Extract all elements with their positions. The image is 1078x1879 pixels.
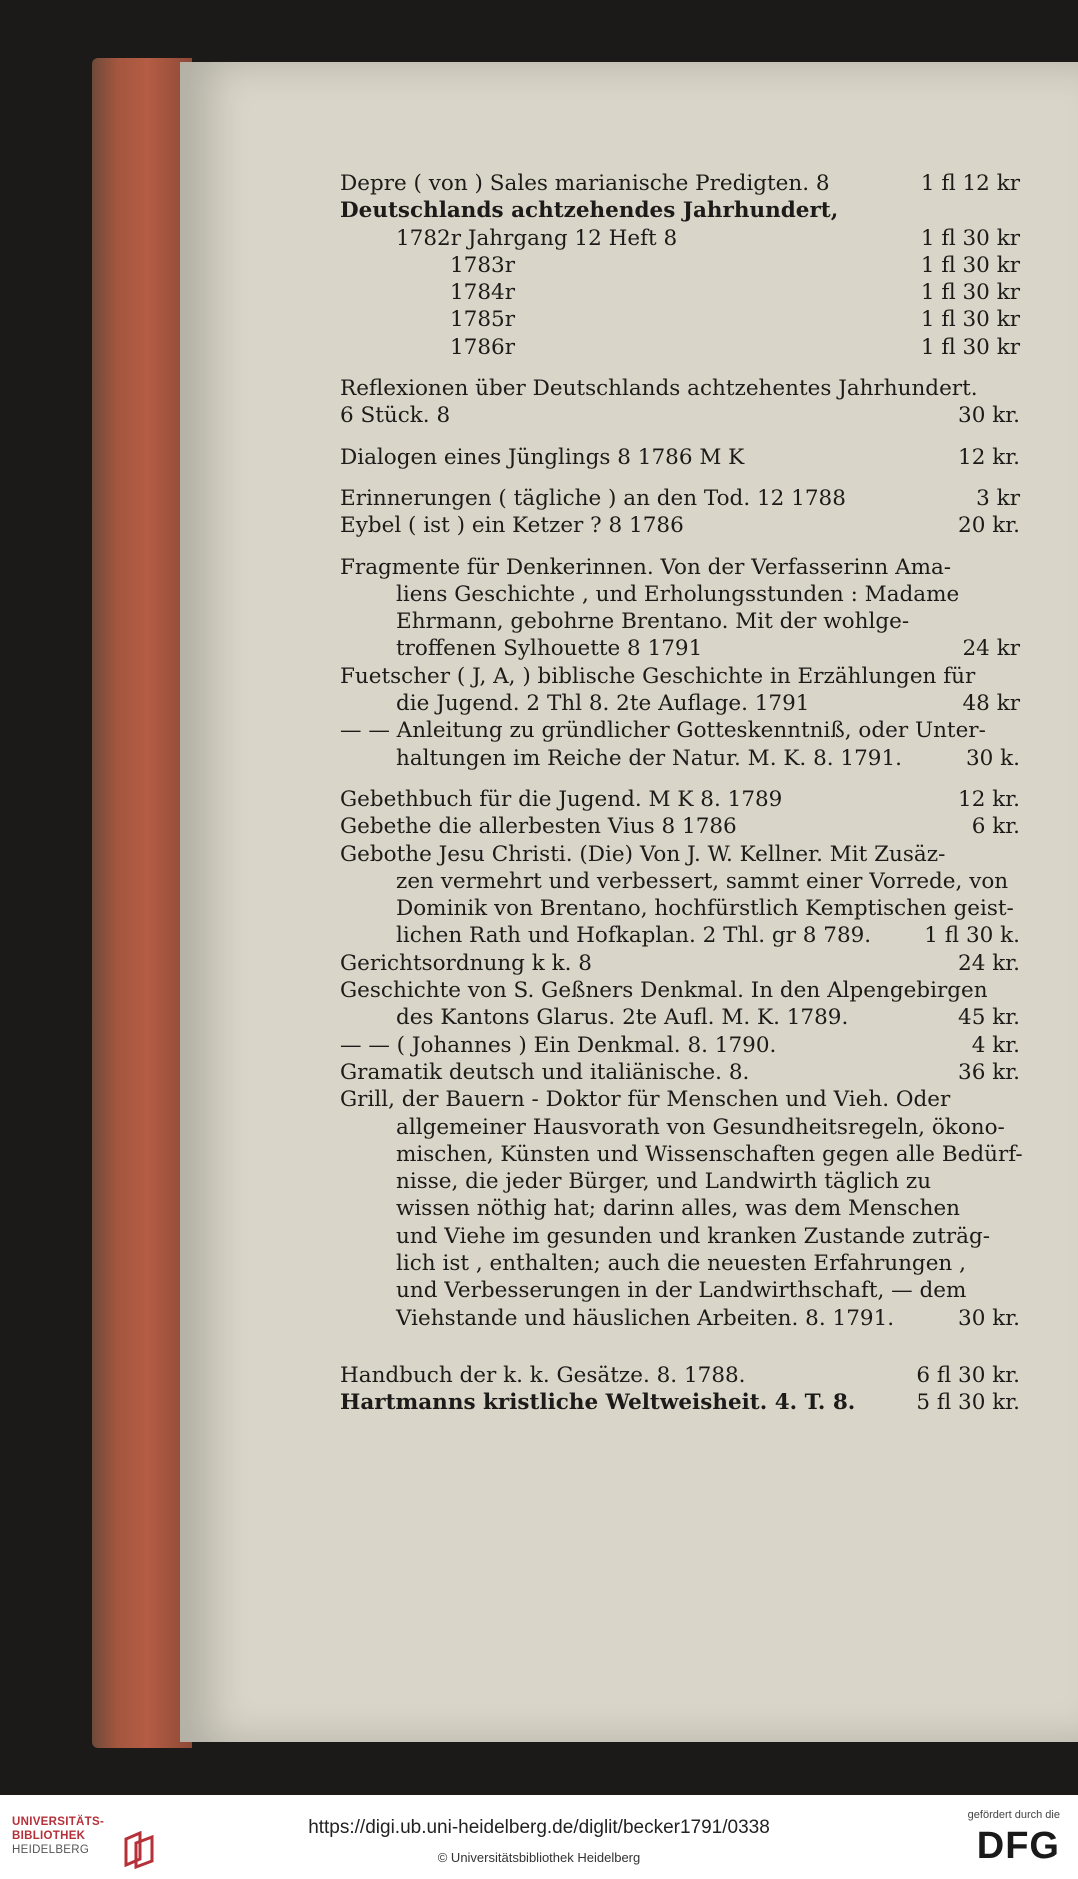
entry-price: 12 kr. [958, 444, 1020, 470]
catalog-entry-line [340, 922, 1020, 949]
catalog-entry-line [340, 252, 1020, 279]
entry-price: 24 kr [962, 636, 1020, 662]
page-url-link[interactable]: https://digi.ub.uni-heidelberg.de/diglit/becker1791/0338 [308, 1817, 770, 1838]
catalog-entry-line [340, 1032, 1020, 1059]
entry-price: 30 kr. [958, 1305, 1020, 1331]
catalog-entry-line [340, 745, 1020, 772]
catalog-entry-line [340, 868, 1020, 895]
logo-line-1: UNIVERSITÄTS- [12, 1816, 105, 1828]
entry-text: zen vermehrt und verbessert, sammt einer Vorrede, von [396, 868, 1009, 894]
entry-text: nisse, die jeder Bürger, und Landwirth täglich zu [396, 1169, 932, 1195]
entry-price: 36 kr. [958, 1059, 1020, 1085]
catalog-text [340, 170, 1023, 1416]
entry-text: mischen, Künsten und Wissenschaften gegen alle Bedürf- [396, 1141, 1023, 1167]
entry-text: — — ( Johannes ) Ein Denkmal. 8. 1790. [340, 1032, 777, 1058]
funding-note: gefördert durch die [967, 1809, 1060, 1821]
entry-text: lichen Rath und Hofkaplan. 2 Thl. gr 8 789. [396, 923, 872, 949]
entry-price: 1 fl 30 kr [920, 252, 1020, 278]
entry-text: Erinnerungen ( tägliche ) an den Tod. 12 1788 [340, 485, 846, 511]
entry-text: Gebothe Jesu Christi. (Die) Von J. W. Kellner. Mit Zusäz- [340, 841, 946, 867]
entry-text: Gramatik deutsch und italiänische. 8. [340, 1059, 750, 1085]
entry-text: Viehstande und häuslichen Arbeiten. 8. 1791. [396, 1305, 895, 1331]
catalog-entry-line [340, 485, 1020, 512]
entry-price: 30 kr. [958, 403, 1020, 429]
catalog-entry-line [340, 690, 1020, 717]
entry-text: 1786r [450, 334, 515, 360]
catalog-entry-line [340, 402, 1020, 429]
entry-text: Gebethbuch für die Jugend. M K 8. 1789 [340, 786, 783, 812]
dfg-logo: DFG [976, 1825, 1060, 1867]
entry-gap [340, 430, 1020, 444]
entry-price: 1 fl 30 kr [920, 334, 1020, 360]
catalog-entry-line [340, 635, 1020, 662]
entry-text: Deutschlands achtzehendes Jahrhundert, [340, 198, 839, 224]
entry-gap [340, 1332, 1020, 1362]
catalog-entry-line [340, 512, 1020, 539]
entry-text: 1784r [450, 280, 515, 306]
catalog-entry-line [340, 786, 1020, 813]
catalog-entry-line [340, 895, 1020, 922]
catalog-entry-line [340, 1114, 1020, 1141]
entry-price: 1 fl 30 k. [924, 923, 1020, 949]
entry-text: Fuetscher ( J, A, ) biblische Geschichte in Erzählungen für [340, 663, 976, 689]
entry-text: Gerichtsordnung k k. 8 [340, 950, 592, 976]
entry-text: — — Anleitung zu gründlicher Gotteskenntniß, oder Unter- [340, 718, 986, 744]
catalog-entry-line [340, 334, 1020, 361]
entry-price: 48 kr [962, 691, 1020, 717]
entry-text: 1783r [450, 252, 515, 278]
catalog-entry-line [340, 1305, 1020, 1332]
catalog-entry-line [340, 1004, 1020, 1031]
catalog-entry-line [340, 554, 1020, 581]
logo-line-2: BIBLIOTHEK [12, 1830, 86, 1842]
viewer-footer [0, 1795, 1078, 1879]
entry-text: allgemeiner Hausvorath von Gesundheitsregeln, ökono- [396, 1114, 1005, 1140]
entry-price: 30 k. [965, 745, 1020, 771]
entry-gap [340, 540, 1020, 554]
entry-price: 12 kr. [958, 786, 1020, 812]
entry-price: 1 fl 30 kr [920, 307, 1020, 333]
catalog-entry-line [340, 170, 1020, 197]
catalog-entry-line [340, 1389, 1020, 1416]
entry-gap [340, 471, 1020, 485]
entry-text: die Jugend. 2 Thl 8. 2te Auflage. 1791 [396, 691, 810, 717]
catalog-entry-line [340, 1250, 1020, 1277]
copyright-text: © Universitätsbibliothek Heidelberg [437, 1850, 641, 1865]
entry-price: 45 kr. [958, 1005, 1020, 1031]
entry-gap [340, 361, 1020, 375]
entry-price: 5 fl 30 kr. [916, 1390, 1020, 1416]
entry-text: Ehrmann, gebohrne Brentano. Mit der wohlge- [396, 609, 910, 635]
entry-text: troffenen Sylhouette 8 1791 [396, 636, 703, 662]
logo-line-3: HEIDELBERG [12, 1844, 90, 1856]
entry-text: Dialogen eines Jünglings 8 1786 M K [340, 444, 745, 470]
entry-price: 6 kr. [971, 814, 1020, 840]
entry-text: 1785r [450, 307, 515, 333]
entry-text: Geschichte von S. Geßners Denkmal. In den Alpengebirgen [340, 978, 988, 1004]
entry-text: des Kantons Glarus. 2te Aufl. M. K. 1789. [396, 1005, 849, 1031]
entry-price: 3 kr [976, 485, 1020, 511]
entry-text: 1782r Jahrgang 12 Heft 8 [396, 225, 678, 251]
entry-text: Grill, der Bauern - Doktor für Menschen und Vieh. Oder [340, 1087, 951, 1113]
catalog-entry-line [340, 663, 1020, 690]
catalog-entry-line [340, 279, 1020, 306]
entry-price: 4 kr. [971, 1032, 1020, 1058]
entry-price: 6 fl 30 kr. [916, 1362, 1020, 1388]
entry-text: und Viehe im gesunden und kranken Zustande zuträg- [396, 1223, 991, 1249]
catalog-entry-line [340, 1277, 1020, 1304]
catalog-entry-line [340, 950, 1020, 977]
entry-price: 1 fl 30 kr [920, 225, 1020, 251]
catalog-entry-line [340, 581, 1020, 608]
catalog-entry-line [340, 977, 1020, 1004]
entry-text: Reflexionen über Deutschlands achtzehentes Jahrhundert. [340, 376, 978, 402]
catalog-entry-line [340, 608, 1020, 635]
entry-text: wissen nöthig hat; darinn alles, was dem Menschen [396, 1196, 961, 1222]
entry-text: Handbuch der k. k. Gesätze. 8. 1788. [340, 1362, 746, 1388]
entry-gap [340, 772, 1020, 786]
entry-price: 1 fl 12 kr [920, 171, 1020, 196]
catalog-entry-line [340, 1223, 1020, 1250]
catalog-entry-line [340, 1059, 1020, 1086]
entry-text: lich ist , enthalten; auch die neuesten Erfahrungen , [396, 1250, 966, 1276]
catalog-entry-line [340, 375, 1020, 402]
catalog-entry-line [340, 444, 1020, 471]
catalog-entry-line [340, 1362, 1020, 1389]
entry-text: Hartmanns kristliche Weltweisheit. 4. T. 8. [340, 1390, 856, 1416]
entry-price: 20 kr. [958, 513, 1020, 539]
catalog-entry-line [340, 306, 1020, 333]
entry-text: Gebethe die allerbesten Vius 8 1786 [340, 814, 737, 840]
catalog-entry-line [340, 1168, 1020, 1195]
entry-text: Eybel ( ist ) ein Ketzer ? 8 1786 [340, 513, 684, 539]
catalog-entry-line [340, 813, 1020, 840]
catalog-entry-line [340, 1195, 1020, 1222]
entry-text: liens Geschichte , und Erholungsstunden : Madame [396, 581, 960, 607]
catalog-entry-line [340, 841, 1020, 868]
entry-text: Depre ( von ) Sales marianische Predigten. 8 [340, 171, 830, 196]
entry-price: 1 fl 30 kr [920, 280, 1020, 306]
catalog-entry-line [340, 197, 1020, 224]
book-edge [92, 58, 192, 1748]
catalog-entry-line [340, 1086, 1020, 1113]
entry-text: Dominik von Brentano, hochfürstlich Kemptischen geist- [396, 896, 1014, 922]
catalog-entry-line [340, 1141, 1023, 1168]
entry-text: und Verbesserungen in der Landwirthschaft, — dem [396, 1278, 967, 1304]
catalog-entry-line [340, 225, 1020, 252]
entry-text: Fragmente für Denkerinnen. Von der Verfasserinn Ama- [340, 554, 952, 580]
entry-price: 24 kr. [958, 950, 1020, 976]
catalog-entry-line [340, 717, 1020, 744]
entry-text: 6 Stück. 8 [340, 403, 451, 429]
entry-text: haltungen im Reiche der Natur. M. K. 8. 1791. [396, 745, 902, 771]
